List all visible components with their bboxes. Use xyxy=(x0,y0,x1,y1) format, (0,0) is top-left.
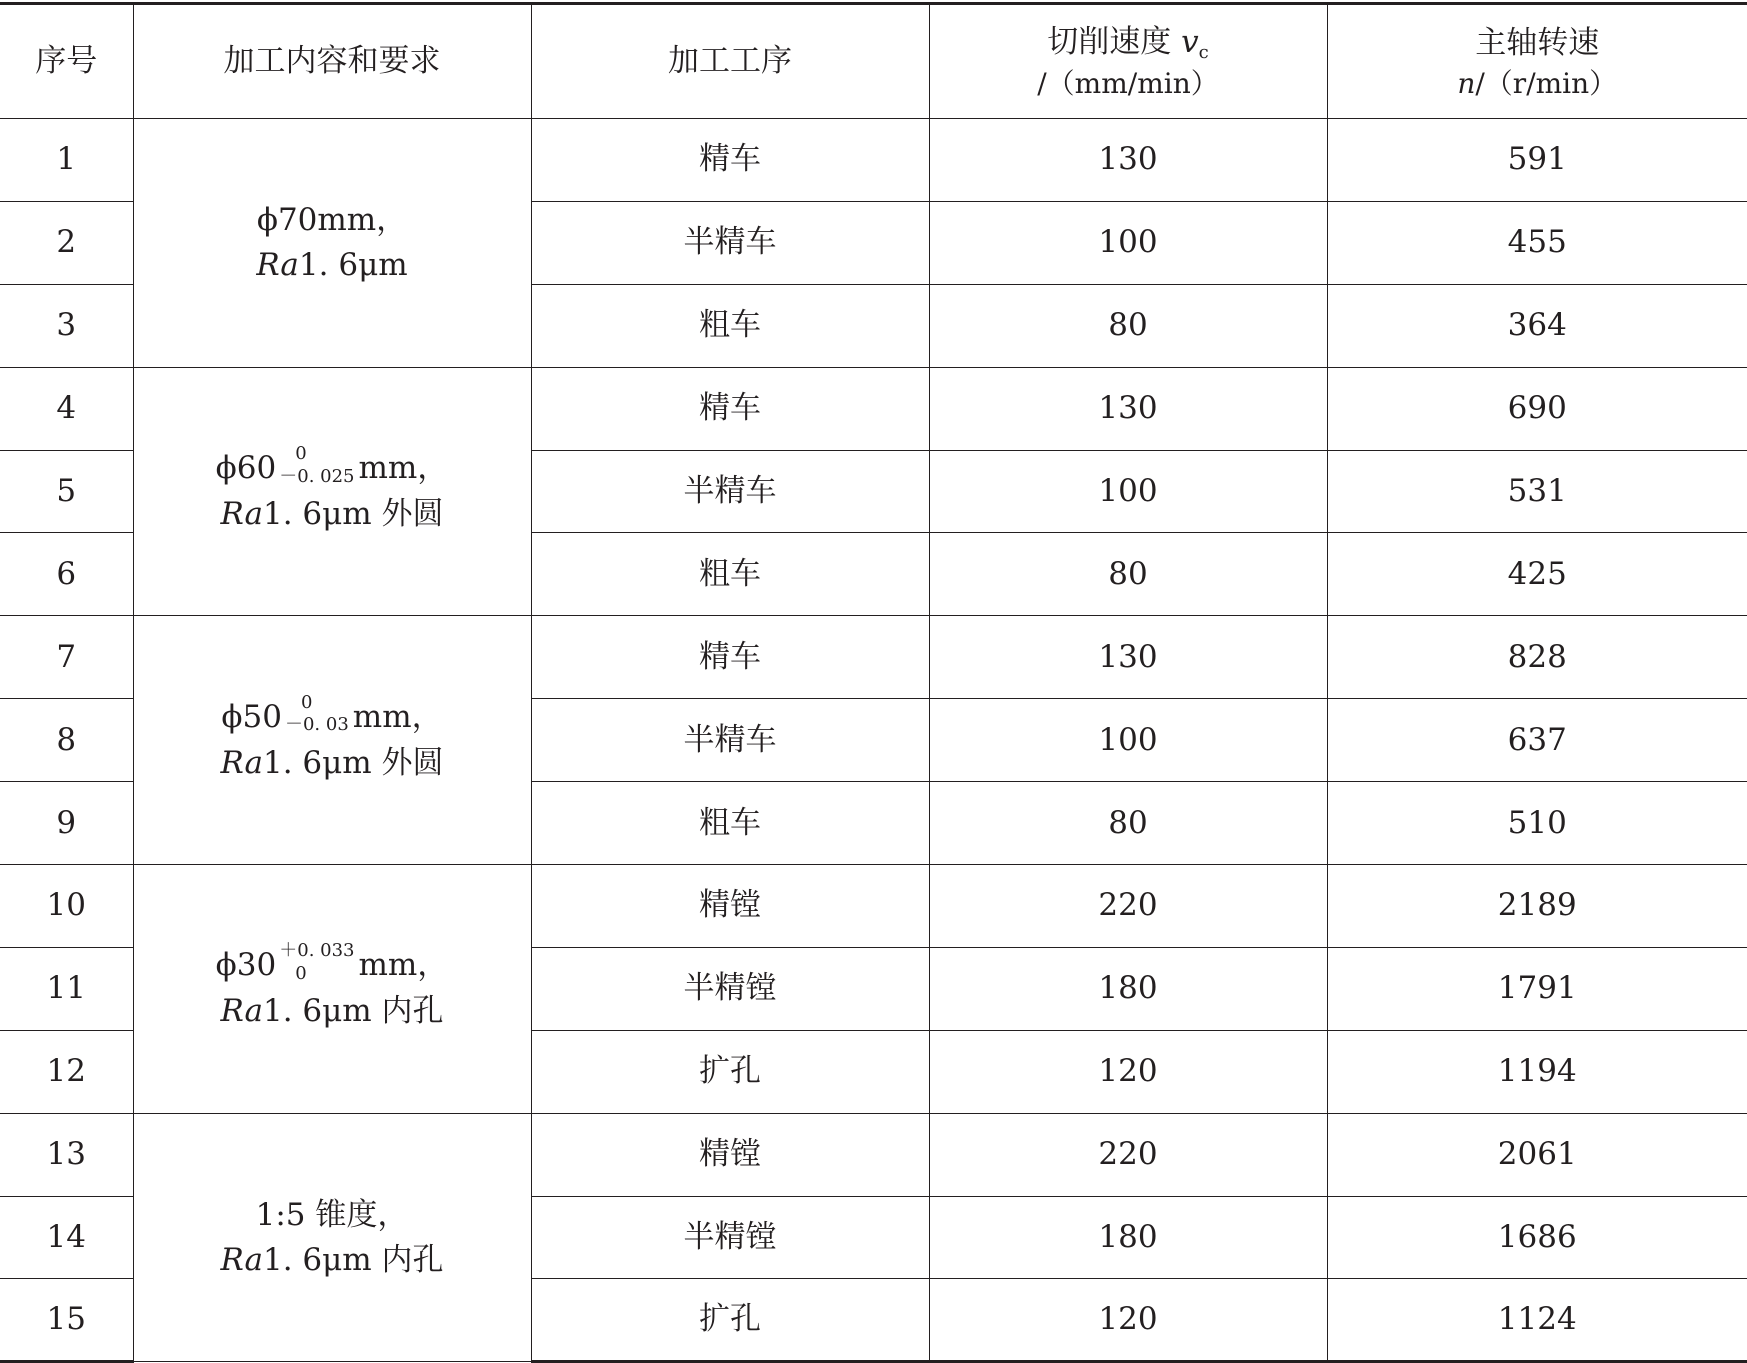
tolerance-lower: －0. 03 xyxy=(285,714,349,737)
machining-parameters-table xyxy=(0,2,1747,1363)
spindle-speed-cell: 1194 xyxy=(1327,1030,1747,1113)
cutting-speed-cell: 180 xyxy=(929,1196,1327,1279)
requirement-dimension: ϕ60 xyxy=(216,450,277,486)
header-spindle-speed-unit: /（r/min） xyxy=(1475,67,1617,100)
spindle-speed-cell: 510 xyxy=(1327,782,1747,865)
cutting-speed-cell: 220 xyxy=(929,1113,1327,1196)
roughness-value: 1. 6μm 外圆 xyxy=(263,745,444,781)
requirement-line-2 xyxy=(134,741,531,786)
row-index: 12 xyxy=(0,1030,133,1113)
spindle-speed-cell: 828 xyxy=(1327,616,1747,699)
process-cell: 半精镗 xyxy=(531,947,929,1030)
requirement-line-1 xyxy=(134,943,531,989)
tolerance xyxy=(279,940,354,985)
roughness-symbol: Ra xyxy=(220,496,263,532)
row-index: 5 xyxy=(0,450,133,533)
process-cell: 精镗 xyxy=(531,865,929,948)
requirement-dimension: ϕ50 xyxy=(221,699,282,735)
header-cutting-speed-sub: c xyxy=(1199,42,1209,63)
cutting-speed-cell: 120 xyxy=(929,1030,1327,1113)
tolerance xyxy=(279,443,354,488)
spindle-speed-cell: 637 xyxy=(1327,699,1747,782)
process-cell: 半精车 xyxy=(531,450,929,533)
spindle-speed-cell: 690 xyxy=(1327,367,1747,450)
row-index: 15 xyxy=(0,1279,133,1362)
header-cutting-speed-var: v xyxy=(1181,24,1199,60)
requirement-dimension: 1:5 锥度， xyxy=(256,1197,409,1233)
requirement-line-2 xyxy=(134,243,531,288)
cutting-speed-cell: 80 xyxy=(929,782,1327,865)
cutting-speed-cell: 100 xyxy=(929,450,1327,533)
roughness-value: 1. 6μm xyxy=(299,247,408,283)
header-row xyxy=(0,4,1747,119)
cutting-speed-cell: 80 xyxy=(929,284,1327,367)
row-index: 7 xyxy=(0,616,133,699)
process-cell: 粗车 xyxy=(531,782,929,865)
header-spindle-speed-var: n xyxy=(1457,67,1475,100)
spindle-speed-cell: 1124 xyxy=(1327,1279,1747,1362)
row-index: 14 xyxy=(0,1196,133,1279)
row-index: 1 xyxy=(0,119,133,202)
row-index: 13 xyxy=(0,1113,133,1196)
cutting-speed-cell: 80 xyxy=(929,533,1327,616)
header-process: 加工工序 xyxy=(531,4,929,119)
header-cutting-speed xyxy=(929,4,1327,119)
requirement-unit: mm， xyxy=(359,947,449,983)
tolerance-lower: －0. 025 xyxy=(279,466,354,489)
spindle-speed-cell: 455 xyxy=(1327,201,1747,284)
spindle-speed-cell: 2061 xyxy=(1327,1113,1747,1196)
row-index: 8 xyxy=(0,699,133,782)
row-index: 11 xyxy=(0,947,133,1030)
requirement-cell xyxy=(133,367,531,616)
row-index: 6 xyxy=(0,533,133,616)
cutting-speed-cell: 220 xyxy=(929,865,1327,948)
cutting-speed-cell: 120 xyxy=(929,1279,1327,1362)
table-row xyxy=(0,1113,1747,1196)
requirement-dimension: ϕ30 xyxy=(216,947,277,983)
header-cutting-speed-unit: /（mm/min） xyxy=(930,66,1327,102)
roughness-symbol: Ra xyxy=(220,993,263,1029)
requirement-line-1 xyxy=(134,695,531,741)
process-cell: 精车 xyxy=(531,616,929,699)
process-cell: 半精车 xyxy=(531,699,929,782)
process-cell: 扩孔 xyxy=(531,1030,929,1113)
requirement-unit: mm， xyxy=(353,699,443,735)
process-cell: 扩孔 xyxy=(531,1279,929,1362)
row-index: 10 xyxy=(0,865,133,948)
cutting-speed-cell: 100 xyxy=(929,201,1327,284)
table-row xyxy=(0,616,1747,699)
requirement-line-2 xyxy=(134,492,531,537)
spindle-speed-cell: 1791 xyxy=(1327,947,1747,1030)
row-index: 2 xyxy=(0,201,133,284)
spindle-speed-cell: 531 xyxy=(1327,450,1747,533)
table-row xyxy=(0,865,1747,948)
requirement-cell xyxy=(133,616,531,865)
cutting-speed-cell: 130 xyxy=(929,119,1327,202)
tolerance-upper: ＋0. 033 xyxy=(279,940,354,963)
tolerance-upper: 0 xyxy=(279,443,354,466)
spindle-speed-cell: 425 xyxy=(1327,533,1747,616)
table-row xyxy=(0,367,1747,450)
process-cell: 精车 xyxy=(531,367,929,450)
requirement-line-1 xyxy=(134,1193,531,1238)
requirement-line-1 xyxy=(134,198,531,243)
requirement-cell xyxy=(133,119,531,368)
header-spindle-speed-unit-line xyxy=(1328,66,1747,102)
tolerance xyxy=(285,692,349,737)
roughness-value: 1. 6μm 内孔 xyxy=(263,993,444,1029)
header-requirement: 加工内容和要求 xyxy=(133,4,531,119)
tolerance-upper: 0 xyxy=(285,692,349,715)
cutting-speed-cell: 180 xyxy=(929,947,1327,1030)
process-cell: 粗车 xyxy=(531,284,929,367)
cutting-speed-cell: 130 xyxy=(929,367,1327,450)
row-index: 4 xyxy=(0,367,133,450)
header-cutting-speed-label: 切削速度 xyxy=(1047,24,1171,60)
requirement-line-1 xyxy=(134,446,531,492)
requirement-unit: mm， xyxy=(359,450,449,486)
spindle-speed-cell: 2189 xyxy=(1327,865,1747,948)
requirement-dimension: ϕ70mm， xyxy=(257,202,407,238)
process-cell: 精车 xyxy=(531,119,929,202)
spindle-speed-cell: 364 xyxy=(1327,284,1747,367)
roughness-value: 1. 6μm 内孔 xyxy=(263,1242,444,1278)
requirement-line-2 xyxy=(134,989,531,1034)
roughness-value: 1. 6μm 外圆 xyxy=(263,496,444,532)
table-row xyxy=(0,119,1747,202)
row-index: 9 xyxy=(0,782,133,865)
requirement-line-2 xyxy=(134,1238,531,1283)
roughness-symbol: Ra xyxy=(220,745,263,781)
process-cell: 精镗 xyxy=(531,1113,929,1196)
cutting-speed-cell: 130 xyxy=(929,616,1327,699)
header-spindle-speed xyxy=(1327,4,1747,119)
requirement-cell xyxy=(133,1113,531,1362)
roughness-symbol: Ra xyxy=(256,247,299,283)
process-cell: 粗车 xyxy=(531,533,929,616)
tolerance-lower: 0 xyxy=(279,963,354,986)
header-spindle-speed-label: 主轴转速 xyxy=(1475,25,1599,61)
process-cell: 半精镗 xyxy=(531,1196,929,1279)
process-cell: 半精车 xyxy=(531,201,929,284)
header-index: 序号 xyxy=(0,4,133,119)
roughness-symbol: Ra xyxy=(220,1242,263,1278)
requirement-cell xyxy=(133,865,531,1114)
spindle-speed-cell: 1686 xyxy=(1327,1196,1747,1279)
spindle-speed-cell: 591 xyxy=(1327,119,1747,202)
row-index: 3 xyxy=(0,284,133,367)
cutting-speed-cell: 100 xyxy=(929,699,1327,782)
